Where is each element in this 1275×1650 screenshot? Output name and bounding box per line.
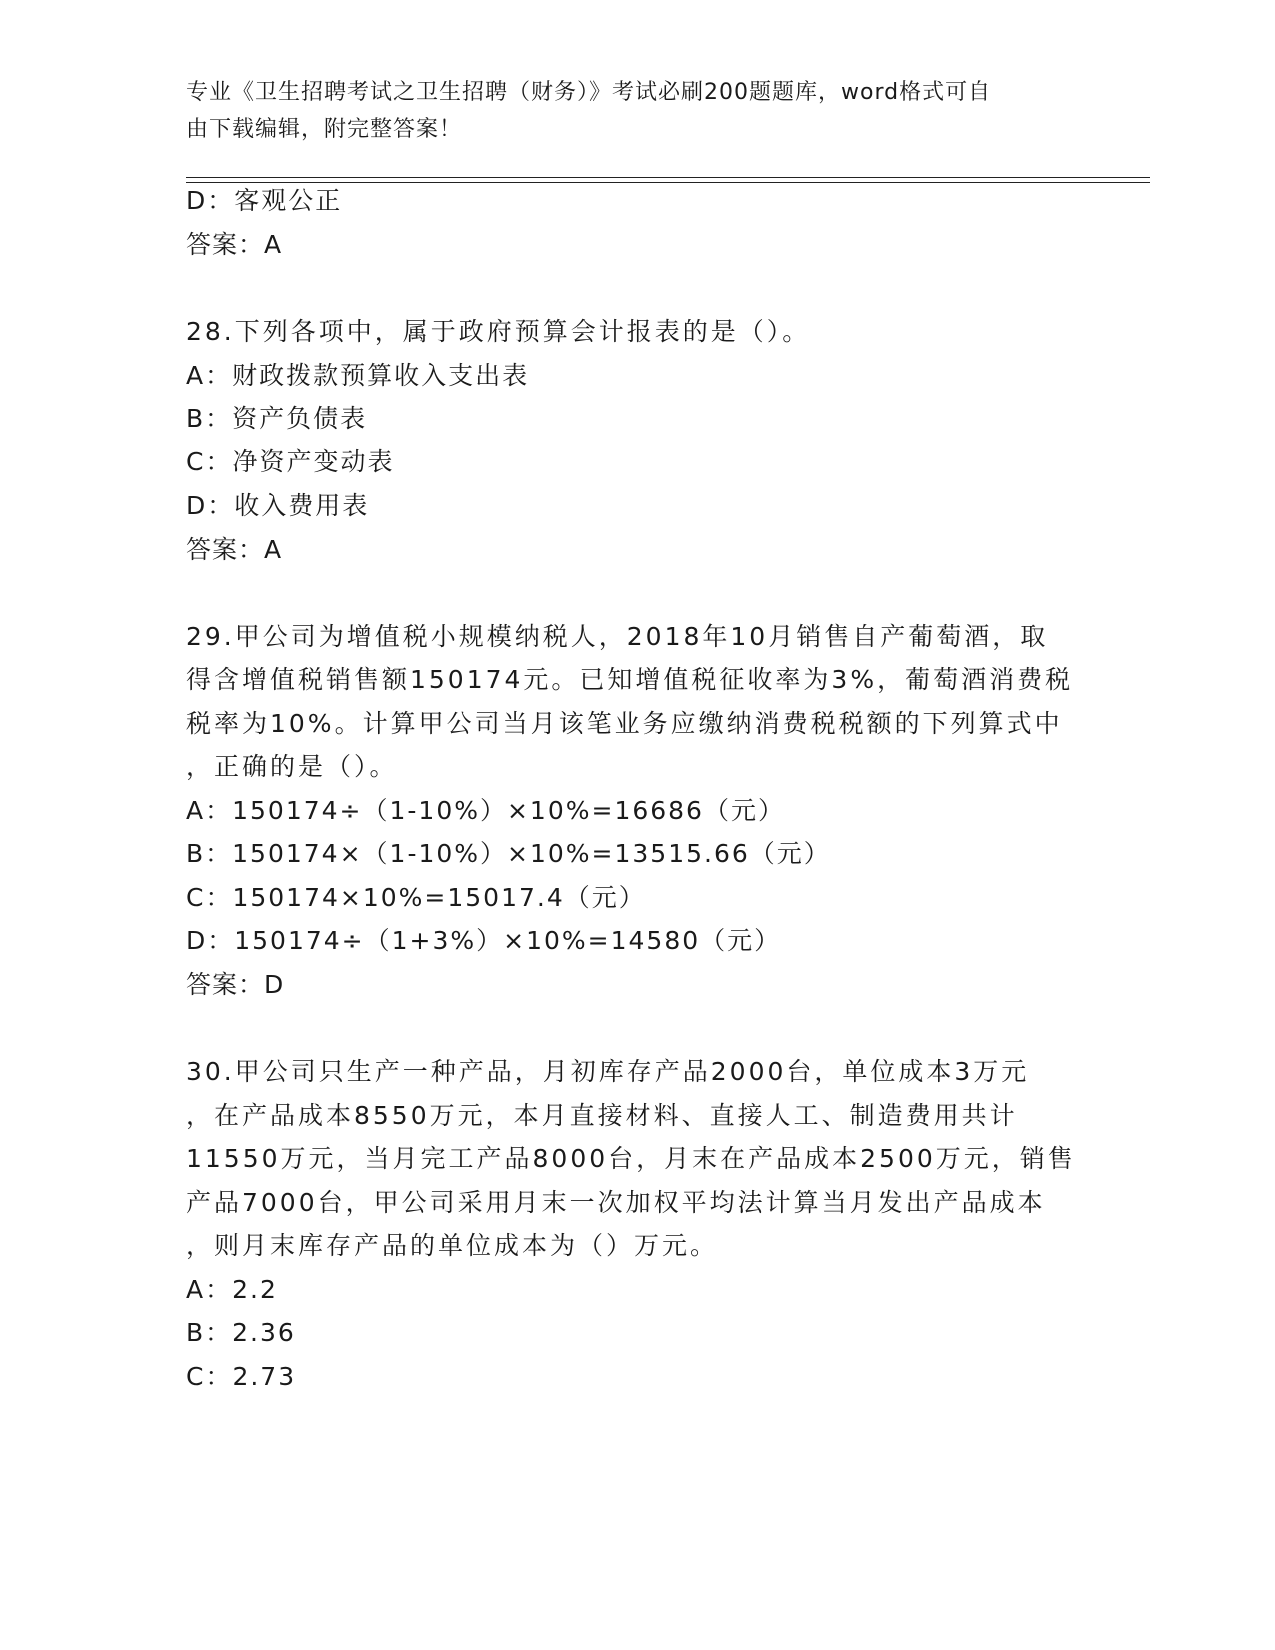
q29-option-d: D：150174÷（1+3%）×10%=14580（元） [186,926,782,955]
q27-option-d: D：客观公正 [186,186,343,215]
q30-stem-line-4: 产品7000台，甲公司采用月末一次加权平均法计算当月发出产品成本 [186,1188,1046,1217]
q29-option-a: A：150174÷（1-10%）×10%=16686（元） [186,796,785,825]
q27-answer: 答案：A [186,230,283,259]
q29-stem-line-3: 税率为10%。计算甲公司当月该笔业务应缴纳消费税税额的下列算式中 [186,709,1063,738]
q28-answer: 答案：A [186,535,283,564]
q29-stem-line-1: 29.甲公司为增值税小规模纳税人，2018年10月销售自产葡萄酒，取 [186,622,1049,651]
q30-option-a: A：2.2 [186,1275,278,1304]
q29-answer: 答案：D [186,970,285,999]
q28-option-b: B：资产负债表 [186,404,368,433]
q28-option-d: D：收入费用表 [186,491,370,520]
header-line-2: 由下载编辑，附完整答案！ [186,117,463,142]
document-header [186,74,1086,148]
q30-stem-line-2: ，在产品成本8550万元，本月直接材料、直接人工、制造费用共计 [186,1101,1018,1130]
header-line-1: 专业《卫生招聘考试之卫生招聘（财务）》考试必刷200题题库，word格式可自 [186,80,992,105]
header-divider-top [186,177,1150,178]
q29-stem-line-2: 得含增值税销售额150174元。已知增值税征收率为3%，葡萄酒消费税 [186,665,1074,694]
q29-option-b: B：150174×（1-10%）×10%=13515.66（元） [186,839,831,868]
q29-option-c: C：150174×10%=15017.4（元） [186,883,646,912]
q29-stem-line-4: ，正确的是（）。 [186,752,398,781]
q30-stem-line-5: ，则月末库存产品的单位成本为（）万元。 [186,1231,719,1260]
header-divider-bottom [186,182,1150,183]
q30-option-b: B：2.36 [186,1318,296,1347]
q30-stem-line-1: 30.甲公司只生产一种产品，月初库存产品2000台，单位成本3万元 [186,1057,1030,1086]
q28-stem: 28.下列各项中，属于政府预算会计报表的是（）。 [186,317,811,346]
q30-option-c: C：2.73 [186,1362,297,1391]
q30-stem-line-3: 11550万元，当月完工产品8000台，月末在产品成本2500万元，销售 [186,1144,1076,1173]
q28-option-c: C：净资产变动表 [186,447,395,476]
q28-option-a: A：财政拨款预算收入支出表 [186,361,530,390]
